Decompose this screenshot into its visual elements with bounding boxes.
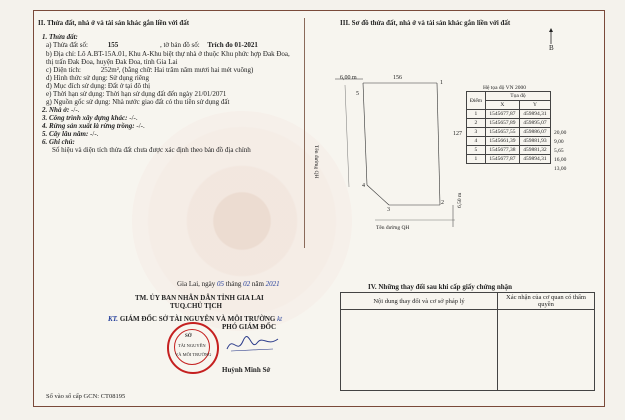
parcel-number: 155 [107, 41, 119, 49]
coord-header-y: Y [519, 101, 550, 110]
date-month-label: tháng [225, 280, 242, 288]
parcel-edge-4-5 [363, 83, 367, 185]
forest-value: -/-. [136, 122, 145, 130]
parcel-number-row [46, 41, 258, 50]
address-line-1: b) Địa chỉ: Lô A.BT-15A.01, Khu A-Khu biệt thự nhà ở thuộc Khu phức hợp Đak Đoa, [46, 50, 290, 58]
coord-header-x: X [485, 101, 519, 110]
perennial-value: -/-. [90, 130, 99, 138]
road-label-bottom: Tên đường QH [376, 225, 410, 231]
table-row [341, 310, 595, 391]
section-iv-title: IV. Những thay đổi sau khi cấp giấy chứng nhận [368, 283, 513, 291]
land-heading: 1. Thửa đất: [42, 33, 78, 41]
seal-text-top: SỞ [185, 334, 192, 339]
road-edge-side [345, 85, 349, 187]
neighbor-parcel-156: 156 [393, 75, 402, 81]
date-day: 05 [217, 280, 225, 288]
signer-name: Huỳnh Minh Sở [222, 366, 271, 374]
neighbor-parcel-127: 127 [453, 131, 462, 137]
date-year: 2021 [265, 280, 280, 288]
section-iii-title: III. Sơ đồ thửa đất, nhà ở và tài sản khác gắn liền với đất [340, 19, 511, 27]
registry-row [46, 392, 125, 401]
coord-point: 3 [467, 128, 486, 137]
notes-value: Số hiệu và diện tích thửa đất chưa được xác định theo bản đồ địa chính [52, 146, 251, 154]
map-sheet: Trích đo 01-2021 [207, 41, 258, 49]
coord-y: 459881,93 [519, 137, 550, 146]
table-row [467, 146, 551, 155]
north-arrow-icon [546, 28, 556, 44]
perennial-heading: 5. Cây lâu năm: [42, 130, 89, 138]
coord-x: 1545677,38 [485, 146, 519, 155]
parcel-edge-3-4 [367, 185, 389, 205]
signing-date [177, 280, 280, 289]
position-text: GIÁM ĐỐC SỞ TÀI NGUYÊN VÀ MÔI TRƯỜNG [119, 315, 276, 323]
use-origin: g) Nguồn gốc sử dụng: Nhà nước giao đất có thu tiền sử dụng đất [46, 98, 230, 106]
use-term: e) Thời hạn sử dụng: Thời hạn sử dụng đất đến ngày 21/01/2071 [46, 90, 227, 98]
distance-3-4: 5,65 [554, 148, 564, 154]
changes-cell [498, 310, 595, 391]
stamp-suffix: kt [277, 315, 283, 323]
coord-x: 1545677,87 [485, 110, 519, 119]
coord-table-title: Hệ tọa độ VN 2000 [483, 85, 526, 91]
use-purpose: đ) Mục đích sử dụng: Đất ở tại đô thị [46, 82, 151, 90]
parcel-edge-1-2 [437, 83, 440, 205]
construction-value: -/-. [129, 114, 138, 122]
table-row [467, 137, 551, 146]
table-row [467, 110, 551, 119]
address-line-2: thị trấn Đak Đoa, huyện Đak Đoa, tỉnh Gia Lai [46, 58, 178, 66]
coord-header-point: Điểm [467, 92, 486, 110]
coordinate-table [466, 91, 551, 164]
seal-text-bot: VÀ MÔI TRƯỜNG [175, 352, 212, 357]
forest-heading: 4. Rừng sản xuất là rừng trồng: [42, 122, 135, 130]
area-value: 252m², [100, 66, 121, 74]
table-row [467, 128, 551, 137]
point-4: 4 [362, 183, 365, 189]
distance-5-1: 13,00 [554, 166, 567, 172]
changes-cell [341, 310, 498, 391]
point-1: 1 [440, 80, 443, 86]
coord-point: 2 [467, 119, 486, 128]
org-line-1: TM. ỦY BAN NHÂN DÂN TỈNH GIA LAI [135, 294, 264, 302]
table-row [467, 119, 551, 128]
coord-x: 1545677,87 [485, 155, 519, 164]
point-2: 2 [441, 200, 444, 206]
coord-point: 4 [467, 137, 486, 146]
dimension-top: 6,00 m [340, 75, 357, 81]
changes-table [340, 292, 595, 391]
distance-2-3: 9,00 [554, 139, 564, 145]
seal-text-mid: TÀI NGUYÊN [178, 343, 206, 348]
coord-y: 459886,07 [519, 128, 550, 137]
point-3: 3 [387, 207, 390, 213]
changes-col-content: Nội dung thay đổi và cơ sở pháp lý [341, 293, 498, 310]
parcel-number-label: a) Thửa đất số: [46, 41, 88, 49]
north-label: B [549, 44, 554, 52]
date-prefix: Gia Lai, ngày [177, 280, 216, 288]
date-month: 02 [243, 280, 251, 288]
road-label-side: Tên đường QH [313, 145, 319, 179]
use-form: d) Hình thức sử dụng: Sử dụng riêng [46, 74, 149, 82]
area-words: (bằng chữ: Hai trăm năm mươi hai mét vuông) [122, 66, 254, 74]
deputy-title: PHÓ GIÁM ĐỐC [222, 323, 277, 331]
date-year-label: năm [251, 280, 264, 288]
registry-number: CT08195 [100, 393, 126, 400]
coord-header-row [467, 92, 551, 101]
org-line-2: TUQ.CHỦ TỊCH [170, 302, 222, 310]
coord-header-coord: Tọa độ [485, 92, 550, 101]
coord-y: 459894,31 [519, 110, 550, 119]
registry-label: Số vào sổ cấp GCN: [46, 393, 100, 400]
coord-y: 459881,32 [519, 146, 550, 155]
area-label: c) Diện tích: [46, 66, 81, 74]
map-sheet-label: , tờ bản đồ số: [159, 41, 200, 49]
house-heading: 2. Nhà ở: [42, 106, 70, 114]
section-ii-title: II. Thửa đất, nhà ở và tài sản khác gắn liền với đất [38, 19, 190, 27]
coord-y: 459894,31 [519, 155, 550, 164]
table-row [467, 155, 551, 164]
coord-x: 1545661,39 [485, 137, 519, 146]
stamp-prefix: KT. [108, 315, 119, 323]
dimension-bottom: 6,50 m [457, 192, 463, 208]
coord-point: 5 [467, 146, 486, 155]
house-value: -/-. [71, 106, 80, 114]
signature [225, 333, 280, 355]
coord-point: 1 [467, 110, 486, 119]
coord-x: 1545657,55 [485, 128, 519, 137]
changes-header-row [341, 293, 595, 310]
coord-x: 1545657,89 [485, 119, 519, 128]
notes-heading: 6. Ghi chú: [42, 138, 75, 146]
distance-4-5: 16,00 [554, 157, 567, 163]
point-5: 5 [356, 91, 359, 97]
construction-heading: 3. Công trình xây dựng khác: [42, 114, 128, 122]
coord-y: 459895,07 [519, 119, 550, 128]
changes-col-confirmation: Xác nhận của cơ quan có thẩm quyền [498, 293, 595, 310]
coord-point: 1 [467, 155, 486, 164]
distance-1-2: 20,00 [554, 130, 567, 136]
